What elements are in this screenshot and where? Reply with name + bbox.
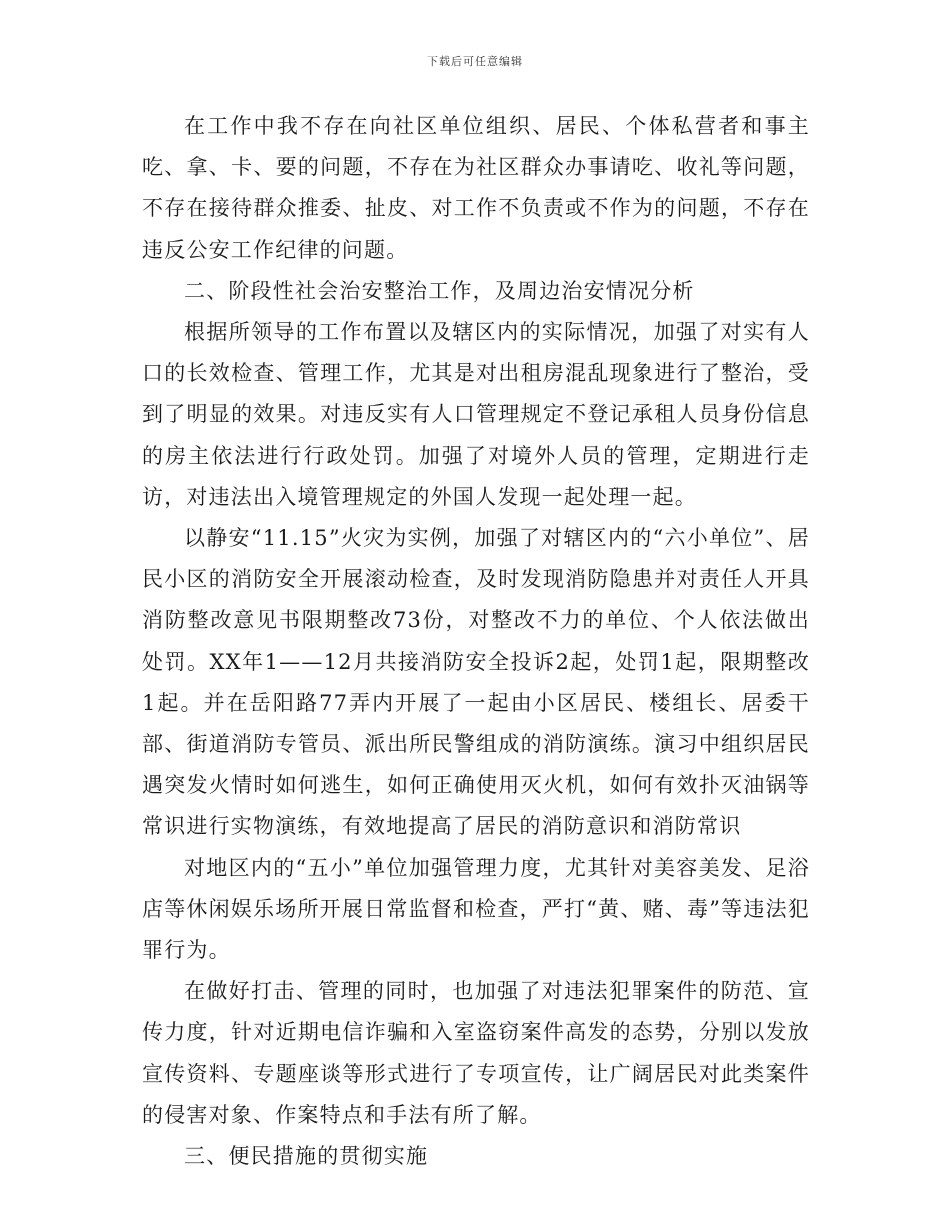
section-heading-3: 三、便民措施的贯彻实施 [184,1144,429,1169]
paragraph-prevention-publicity: 在做好打击、管理的同时，也加强了对违法犯罪案件的防范、宣传力度，针对近期电信诈骗和入室盗窃案件高发的态势，分别以发放宣传资料、专题座谈等形式进行了专项宣传，让广阔居民对此类案件的侵害对象、作案特点和手法有所了解。 [142,979,810,1127]
document-body [142,106,810,1177]
paragraph-conduct: 在工作中我不存在向社区单位组织、居民、个体私营者和事主吃、拿、卡、要的问题，不存在为社区群众办事请吃、收礼等问题，不存在接待群众推委、扯皮、对工作不负责或不作为的问题，不存在违反公安工作纪律的问题。 [142,114,810,262]
paragraph-population-management: 根据所领导的工作布置以及辖区内的实际情况，加强了对实有人口的长效检查、管理工作，尤其是对出租房混乱现象进行了整治，受到了明显的效果。对违反实有人口管理规定不登记承租人员身份信息的房主依法进行行政处罚。加强了对境外人员的管理，定期进行走访，对违法出入境管理规定的外国人发现一起处理一起。 [142,320,810,509]
section-heading-2: 二、阶段性社会治安整治工作，及周边治安情况分析 [184,278,695,303]
page-header: 下载后可任意编辑 [427,55,523,68]
paragraph-five-small-units: 对地区内的“五小”单位加强管理力度，尤其针对美容美发、足浴店等休闲娱乐场所开展日常监督和检查，严打“黄、赌、毒”等违法犯罪行为。 [142,855,810,963]
paragraph-fire-safety: 以静安“11.15”火灾为实例，加强了对辖区内的“六小单位”、居民小区的消防安全开展滚动检查，及时发现消防隐患并对责任人开具消防整改意见书限期整改73份，对整改不力的单位、个人依法做出处罚。XX年1——12月共接消防安全投诉2起，处罚1起，限期整改1起。并在岳阳路77弄内开展了一起由小区居民、楼组长、居委干部、街道消防专管员、派出所民警组成的消防演练。演习中组织居民遇突发火情时如何逃生，如何正确使用灭火机，如何有效扑灭油锅等常识进行实物演练，有效地提高了居民的消防意识和消防常识 [142,526,810,839]
